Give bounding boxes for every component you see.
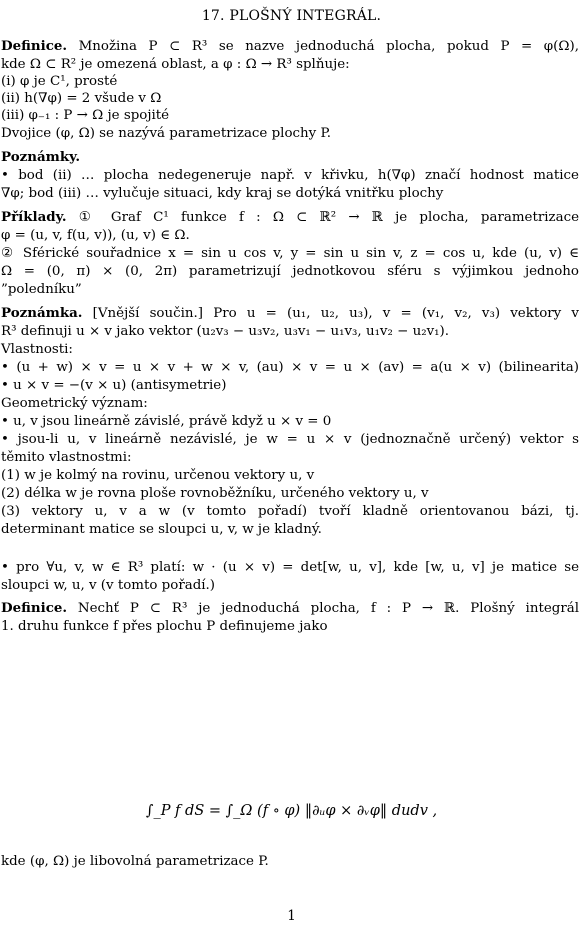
surface-integral-formula: ∫_P f dS = ∫_Ω (f ∘ φ) ‖∂ᵤφ × ∂ᵥφ‖ dudv , bbox=[145, 803, 438, 819]
text-line bbox=[1, 209, 579, 226]
text-line bbox=[1, 467, 579, 484]
text-line bbox=[1, 73, 579, 90]
line-text: ”poledníku” bbox=[1, 282, 82, 297]
line-text: ① Graf C¹ funkce f : Ω ⊂ ℝ² → ℝ je plocha, parametrizace bbox=[66, 210, 579, 225]
line-text: těmito vlastnostmi: bbox=[1, 450, 132, 465]
text-line bbox=[1, 125, 579, 142]
line-text: R³ definuji u × v jako vektor (u₂v₃ − u₃v₂, u₃v₁ − u₁v₃, u₁v₂ − u₂v₁). bbox=[1, 324, 450, 339]
text-line bbox=[1, 263, 579, 280]
text-line bbox=[1, 323, 579, 340]
text-line bbox=[1, 167, 579, 184]
line-text: kde Ω ⊂ R² je omezená oblast, a φ : Ω → R³ splňuje: bbox=[1, 57, 350, 72]
line-text: Množina P ⊂ R³ se nazve jednoduchá plocha, pokud P = φ(Ω), bbox=[67, 39, 579, 54]
line-text: (1) w je kolmý na rovinu, určenou vektory u, v bbox=[1, 468, 315, 483]
text-line bbox=[1, 377, 579, 394]
text-line bbox=[1, 185, 579, 202]
line-text: ② Sférické souřadnice x = sin u cos v, y = sin u sin v, z = cos u, kde (u, v) ∈ bbox=[1, 246, 579, 261]
text-line bbox=[1, 245, 579, 262]
text-line bbox=[1, 521, 579, 538]
line-text: Vlastnosti: bbox=[1, 342, 73, 357]
text-line bbox=[1, 503, 579, 520]
text-line bbox=[1, 305, 579, 322]
text-line bbox=[1, 227, 579, 244]
line-text: • u × v = −(v × u) (antisymetrie) bbox=[1, 378, 227, 393]
line-text: determinant matice se sloupci u, v, w je kladný. bbox=[1, 522, 322, 537]
text-line bbox=[1, 618, 579, 635]
page-number: 1 bbox=[287, 908, 296, 924]
paragraph-heading: Poznámky. bbox=[1, 149, 81, 165]
line-text: (3) vektory u, v a w (v tomto pořadí) tvoří kladně orientovanou bázi, tj. bbox=[1, 504, 579, 519]
line-text: • (u + w) × v = u × v + w × v, (au) × v = u × (av) = a(u × v) (bilinearita) bbox=[1, 360, 579, 375]
text-line bbox=[1, 413, 579, 430]
text-line bbox=[1, 56, 579, 73]
section-title: 17. PLOŠNÝ INTEGRÁL. bbox=[201, 8, 382, 24]
text-line bbox=[1, 485, 579, 502]
text-line bbox=[1, 853, 579, 870]
text-line bbox=[1, 431, 579, 448]
text-line bbox=[1, 281, 579, 298]
line-text: • bod (ii) … plocha nedegeneruje např. v křivku, h(∇φ) značí hodnost matice bbox=[1, 168, 579, 183]
paragraph-heading: Poznámka. bbox=[1, 305, 83, 321]
line-text: ∇φ; bod (iii) … vylučuje situaci, kdy kraj se dotýká vnitřku plochy bbox=[1, 186, 444, 201]
paragraph-heading: Definice. bbox=[1, 600, 68, 616]
text-line bbox=[1, 107, 579, 124]
line-text: φ = (u, v, f(u, v)), (u, v) ∈ Ω. bbox=[1, 228, 190, 243]
line-text: (iii) φ₋₁ : P → Ω je spojité bbox=[1, 108, 170, 123]
line-text: kde (φ, Ω) je libovolná parametrizace P. bbox=[1, 854, 269, 869]
text-line bbox=[1, 359, 579, 376]
paragraph-heading: Příklady. bbox=[1, 209, 67, 225]
line-text: (i) φ je C¹, prosté bbox=[1, 74, 118, 89]
line-text: [Vnější součin.] Pro u = (u₁, u₂, u₃), v = (v₁, v₂, v₃) vektory v bbox=[82, 306, 579, 321]
text-line bbox=[1, 600, 579, 617]
text-line bbox=[1, 90, 579, 107]
text-line bbox=[1, 559, 579, 576]
line-text: • jsou-li u, v lineárně nezávislé, je w = u × v (jednoznačně určený) vektor s bbox=[1, 432, 579, 447]
paragraph-heading: Definice. bbox=[1, 38, 68, 54]
text-line bbox=[1, 395, 579, 412]
text-line bbox=[1, 577, 579, 594]
line-text: Dvojice (φ, Ω) se nazývá parametrizace plochy P. bbox=[1, 126, 332, 141]
text-line bbox=[1, 341, 579, 358]
line-text: (ii) h(∇φ) = 2 všude v Ω bbox=[1, 91, 162, 106]
line-text: 1. druhu funkce f přes plochu P definujeme jako bbox=[1, 619, 328, 634]
text-line bbox=[1, 449, 579, 466]
text-line bbox=[1, 149, 579, 166]
line-text: • pro ∀u, v, w ∈ R³ platí: w · (u × v) = det[w, u, v], kde [w, u, v] je matice se bbox=[1, 560, 579, 575]
line-text: sloupci w, u, v (v tomto pořadí.) bbox=[1, 578, 216, 593]
line-text: (2) délka w je rovna ploše rovnoběžníku, určeného vektory u, v bbox=[1, 486, 429, 501]
line-text: Geometrický význam: bbox=[1, 396, 148, 411]
text-line bbox=[1, 38, 579, 55]
line-text: Nechť P ⊂ R³ je jednoduchá plocha, f : P → ℝ. Plošný integrál bbox=[67, 601, 579, 616]
line-text: Ω = (0, π) × (0, 2π) parametrizují jednotkovou sféru s výjimkou jednoho bbox=[1, 264, 579, 279]
line-text: • u, v jsou lineárně závislé, právě když u × v = 0 bbox=[1, 414, 332, 429]
